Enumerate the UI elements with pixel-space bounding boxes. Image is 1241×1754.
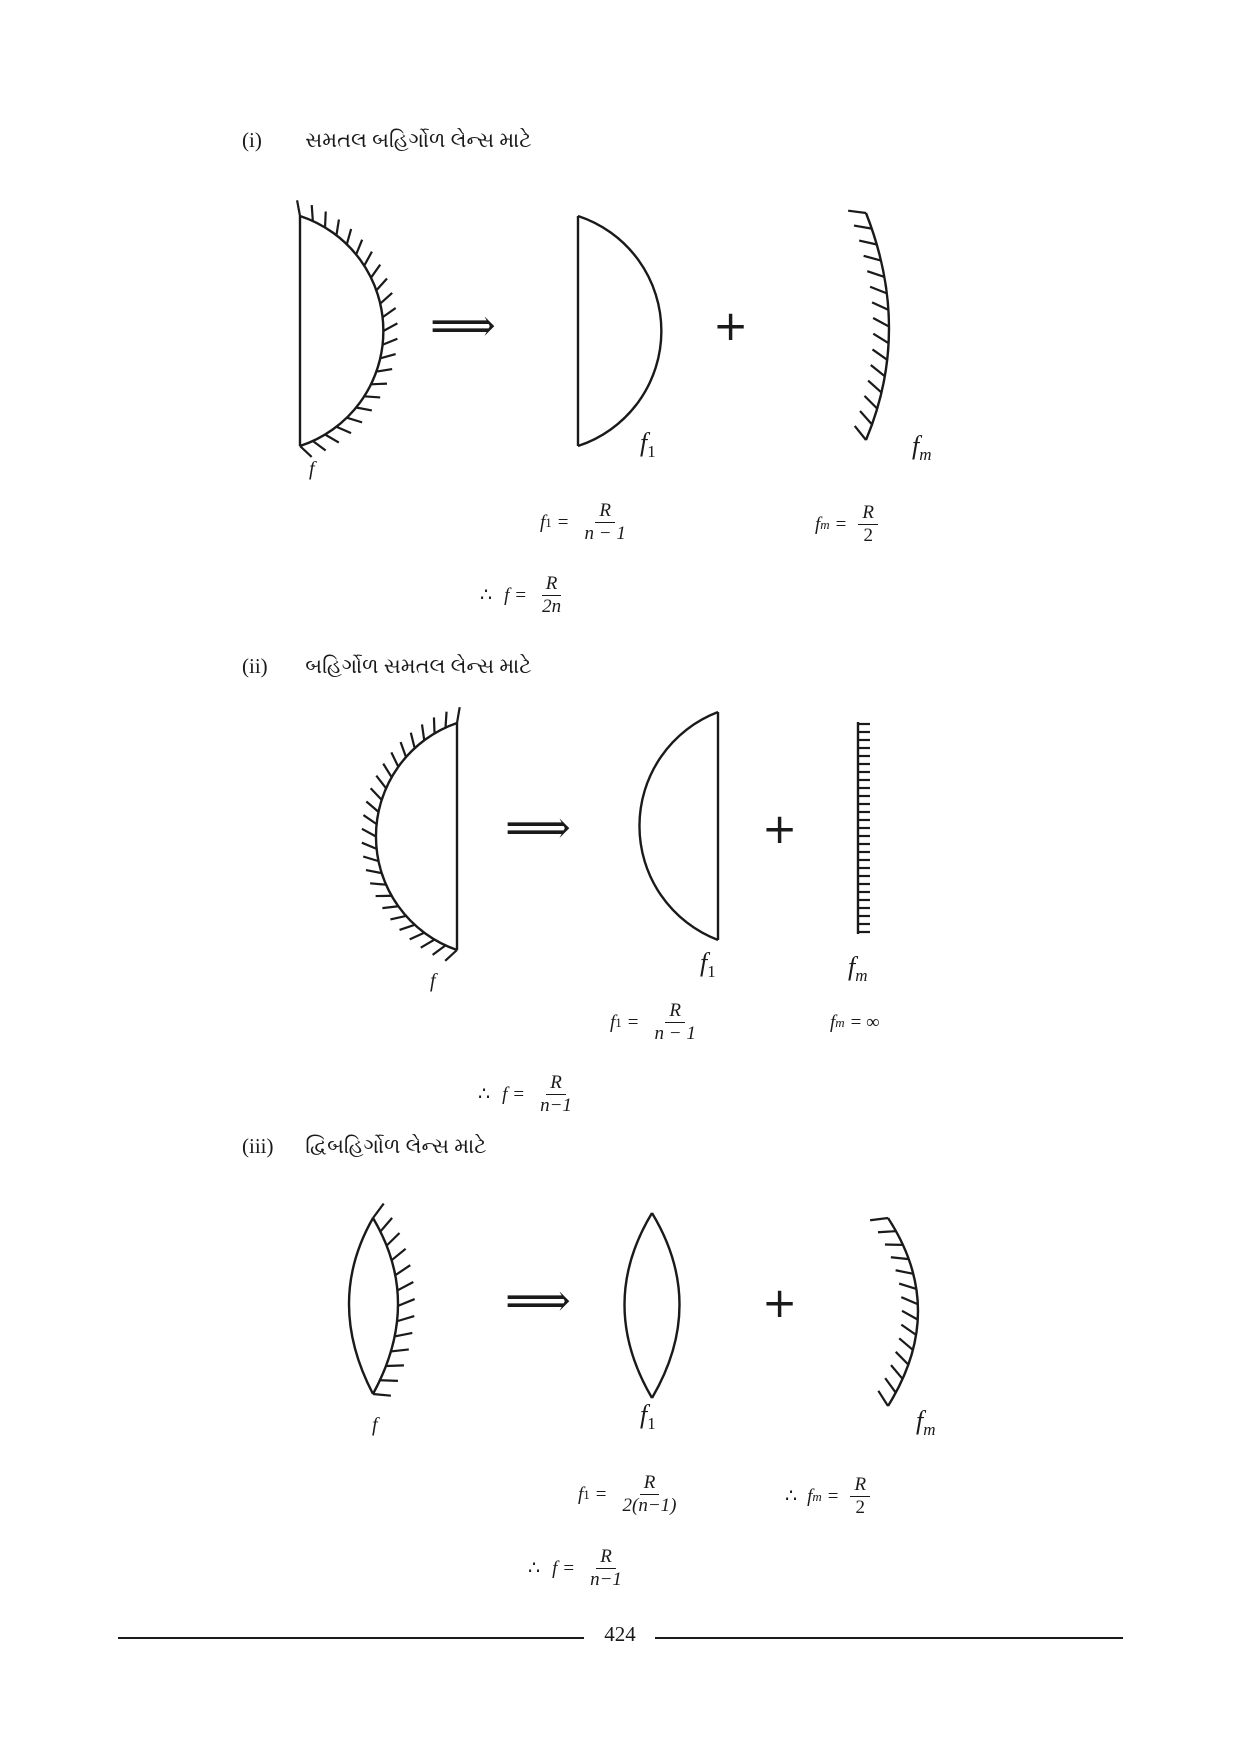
plano-convex-lens — [578, 216, 661, 446]
hatch-mark — [373, 1394, 391, 1396]
hatch-mark — [397, 1316, 414, 1321]
plus-sign-2: + — [762, 804, 798, 853]
hatch-mark — [421, 940, 435, 948]
implies-arrow-2: ⟹ — [505, 802, 571, 853]
equation-fm-1: f m = $\frac{R}{2}$ — [815, 502, 878, 547]
hatch-mark — [362, 829, 376, 837]
hatch-mark — [370, 883, 386, 884]
hatch-mark — [422, 724, 424, 740]
hatch-mark — [373, 1204, 384, 1218]
silvered-biconvex-lens — [349, 1204, 415, 1396]
hatch-mark — [382, 906, 398, 908]
hatch-mark — [873, 318, 889, 327]
equation-fm-2: f m = ∞ — [830, 1012, 880, 1033]
hatch-mark — [891, 1365, 903, 1379]
hatch-mark — [859, 241, 877, 245]
hatch-mark — [401, 742, 406, 757]
hatch-mark — [297, 200, 300, 216]
silvered-convex-plano-lens — [362, 707, 460, 961]
hatch-mark — [860, 411, 872, 424]
hatch-mark — [871, 365, 885, 376]
hatch-mark — [867, 271, 884, 277]
result-2: ∴ f = $\frac{R}{n-1}$ — [478, 1072, 572, 1116]
hatch-mark — [383, 308, 396, 317]
convex-plano-lens — [639, 712, 718, 940]
hatch-mark — [336, 219, 339, 235]
hatch-mark — [848, 211, 866, 213]
hatch-mark — [870, 1218, 888, 1220]
hatch-mark — [864, 256, 881, 261]
label-f1-2: $f_1$ — [700, 948, 716, 982]
label-f1-3: $f_1$ — [640, 1400, 656, 1434]
hatch-mark — [386, 1365, 404, 1366]
hatch-mark — [872, 349, 887, 359]
hatch-mark — [383, 339, 398, 345]
label-fm-2: $f_m$ — [848, 952, 868, 986]
hatch-mark — [457, 707, 460, 723]
hatch-mark — [885, 1378, 896, 1393]
hatch-mark — [868, 381, 881, 393]
label-fm-1: $f_m$ — [912, 431, 932, 465]
section-1-number: (i) — [242, 128, 262, 152]
equation-f1-1: f 1 = $\frac{R}{n - 1}$ — [540, 500, 626, 544]
hatch-mark — [376, 278, 387, 290]
hatch-mark — [364, 396, 380, 397]
hatch-mark — [395, 1265, 410, 1275]
result-3: ∴ f = $\frac{R}{n-1}$ — [528, 1546, 622, 1590]
section-3-heading — [242, 1134, 486, 1159]
hatch-mark — [891, 1257, 909, 1259]
hatch-mark — [390, 916, 406, 920]
concave-mirror — [848, 211, 889, 440]
label-f-1: f — [309, 458, 315, 480]
hatch-mark — [376, 369, 392, 372]
hatch-mark — [362, 843, 377, 849]
section-2-heading — [242, 654, 532, 679]
hatch-mark — [878, 1391, 888, 1406]
hatch-mark — [410, 933, 425, 940]
hatch-mark — [312, 205, 313, 221]
implies-arrow-3: ⟹ — [505, 1275, 571, 1326]
hatch-mark — [300, 446, 312, 457]
equation-f1-2: f 1 = $\frac{R}{n - 1}$ — [610, 1000, 696, 1044]
hatch-mark — [364, 252, 372, 266]
hatch-mark — [445, 712, 446, 728]
label-fm-3: $f_m$ — [916, 1406, 936, 1440]
concave-mirror-2 — [870, 1218, 918, 1406]
hatch-mark — [865, 396, 878, 409]
hatch-mark — [380, 354, 395, 358]
implies-arrow-1: ⟹ — [430, 300, 496, 351]
hatch-mark — [313, 441, 326, 451]
hatch-mark — [366, 870, 382, 873]
hatch-mark — [878, 1231, 896, 1232]
footer-rule-right — [655, 1637, 1123, 1639]
hatch-mark — [433, 945, 446, 955]
hatch-mark — [336, 427, 351, 433]
section-1-title: સમતલ બહિર્ગોળ લેન્સ માટે — [305, 128, 532, 152]
label-f-2: f — [430, 970, 436, 992]
hatch-mark — [391, 752, 398, 766]
equation-f1-3: f 1 = $\frac{R}{2(n-1)}$ — [578, 1472, 677, 1516]
hatch-mark — [434, 717, 435, 733]
hatch-mark — [873, 334, 888, 343]
hatch-mark — [395, 1333, 413, 1337]
hatch-mark — [363, 815, 376, 824]
hatch-mark — [347, 229, 351, 244]
section-3-title: દ્વિબહિર્ગોળ લેન્સ માટે — [305, 1134, 487, 1158]
hatch-mark — [870, 287, 887, 294]
hatch-mark — [383, 764, 391, 778]
hatch-mark — [392, 1249, 406, 1260]
plus-sign-1: + — [713, 301, 749, 350]
hatch-mark — [899, 1338, 913, 1350]
footer-rule-left — [118, 1637, 584, 1639]
hatch-mark — [347, 418, 362, 423]
hatch-mark — [902, 1311, 918, 1320]
hatch-mark — [899, 1284, 916, 1289]
result-1: ∴ f = $\frac{R}{2n}$ — [480, 573, 562, 617]
hatch-mark — [872, 302, 888, 310]
hatch-mark — [896, 1270, 914, 1274]
hatch-mark — [896, 1352, 909, 1365]
hatch-mark — [371, 788, 382, 800]
hatch-mark — [397, 1282, 413, 1290]
biconvex-lens — [625, 1213, 680, 1398]
hatch-mark — [411, 733, 415, 749]
hatch-mark — [356, 407, 372, 410]
hatch-mark — [380, 1218, 392, 1232]
plus-sign-3: + — [762, 1278, 798, 1327]
hatch-mark — [371, 384, 387, 385]
hatch-mark — [363, 857, 378, 862]
hatch-mark — [387, 1233, 400, 1246]
hatch-mark — [901, 1325, 916, 1335]
hatch-mark — [854, 226, 872, 229]
hatch-mark — [400, 925, 415, 930]
hatch-mark — [901, 1297, 918, 1304]
hatch-mark — [380, 1380, 398, 1381]
equation-fm-3: ∴ f m = $\frac{R}{2}$ — [785, 1474, 870, 1519]
hatch-mark — [366, 801, 378, 811]
section-2-number: (ii) — [242, 654, 268, 678]
page-number: 424 — [604, 1622, 636, 1646]
hatch-mark — [356, 240, 362, 255]
label-f1-1: $f_1$ — [640, 428, 656, 462]
hatch-mark — [380, 293, 392, 304]
hatch-mark — [398, 1299, 415, 1306]
section-3-number: (iii) — [242, 1134, 274, 1158]
hatch-mark — [325, 212, 326, 228]
hatch-mark — [325, 435, 339, 443]
hatch-mark — [371, 265, 380, 278]
hatch-mark — [376, 776, 386, 789]
hatch-mark — [445, 950, 457, 961]
hatch-mark — [855, 426, 866, 440]
silvered-plano-convex-lens — [297, 200, 397, 457]
plane-mirror — [858, 722, 870, 934]
hatch-mark — [391, 1349, 409, 1351]
label-f-3: f — [372, 1414, 378, 1436]
hatch-mark — [383, 323, 397, 331]
section-2-title: બહિર્ગોળ સમતલ લેન્સ માટે — [305, 654, 532, 678]
